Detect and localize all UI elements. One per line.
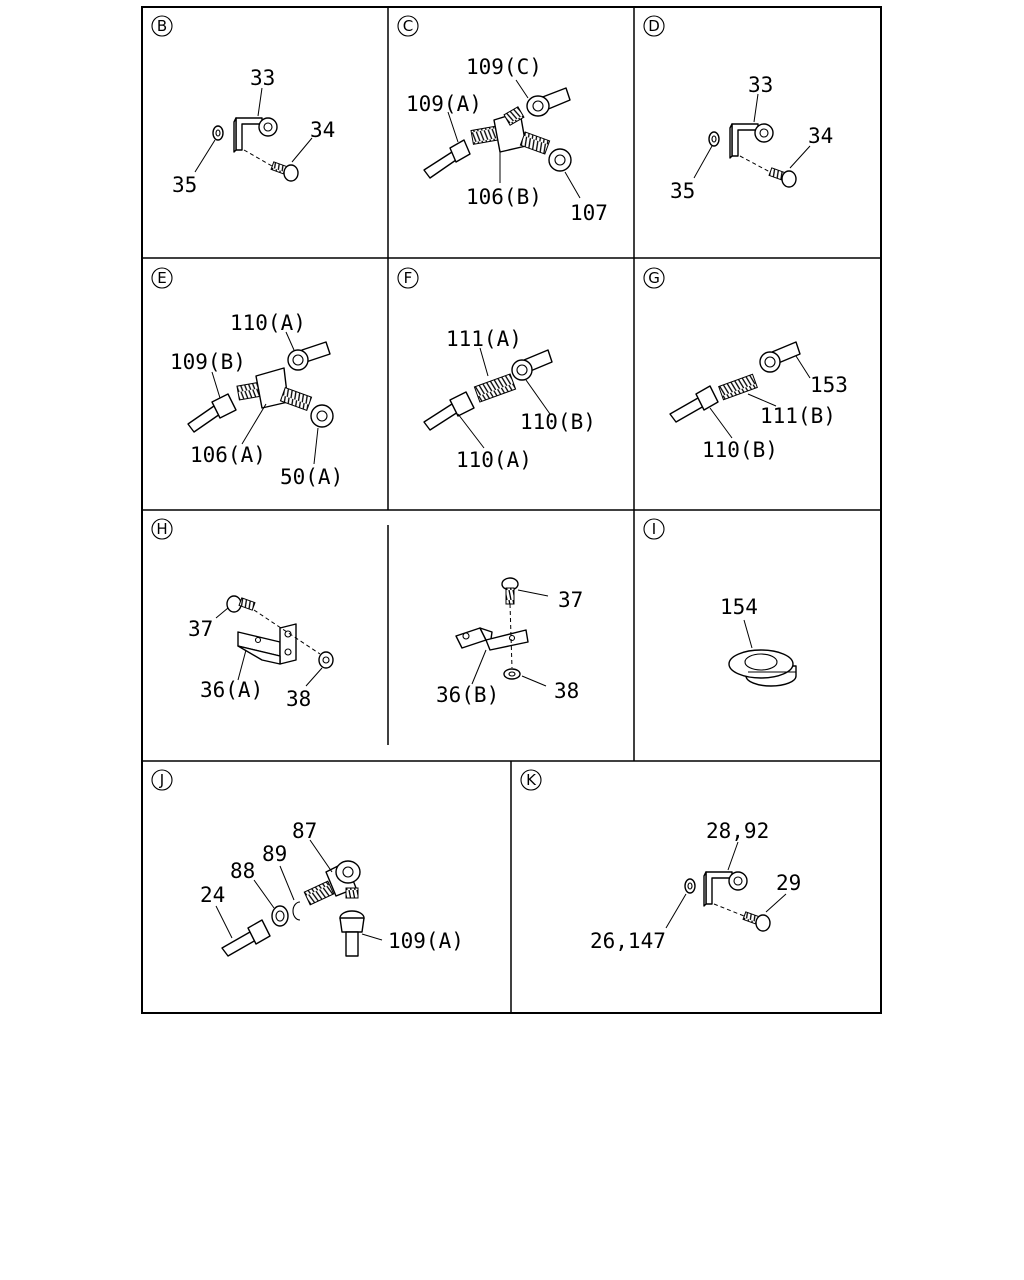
bracket-36b — [456, 628, 528, 650]
callout-106a: 106(A) — [190, 443, 266, 467]
callout-109a: 109(A) — [406, 92, 482, 116]
callout-107: 107 — [570, 201, 608, 225]
callout-26-147: 26,147 — [590, 929, 666, 953]
bolt-37 — [227, 596, 255, 612]
callout-110a: 110(A) — [230, 311, 306, 335]
callout-36a: 36(A) — [200, 678, 264, 702]
panel-letter: G — [648, 269, 660, 287]
panel-f — [398, 268, 596, 472]
callout-154: 154 — [720, 595, 758, 619]
tee-union-106a — [237, 368, 312, 410]
callout-29: 29 — [776, 871, 802, 895]
panel-b — [152, 16, 335, 197]
washer-88 — [272, 906, 288, 926]
panel-letter: E — [157, 269, 167, 287]
panel-letter: H — [156, 520, 168, 538]
panel-letter: F — [403, 269, 413, 287]
callout-38: 38 — [554, 679, 580, 703]
clip-89 — [293, 902, 300, 920]
callout-110a: 110(A) — [456, 448, 532, 472]
nut-50a — [311, 405, 333, 427]
callout-87: 87 — [292, 819, 318, 843]
panel-letter: J — [159, 771, 165, 789]
panel-letter: K — [526, 771, 536, 789]
callout-88: 88 — [230, 859, 256, 883]
callout-110b: 110(B) — [520, 410, 596, 434]
callout-35: 35 — [172, 173, 198, 197]
washer-part — [709, 132, 719, 146]
callout-37: 37 — [188, 617, 214, 641]
nut-38 — [319, 652, 333, 668]
bracket-36a — [238, 624, 296, 664]
hose-fitting-153 — [760, 342, 800, 372]
panel-j — [152, 770, 464, 956]
eye-bolt-87 — [304, 861, 360, 905]
plug-154 — [729, 650, 796, 686]
callout-50a: 50(A) — [280, 465, 344, 489]
bolt-part — [743, 912, 770, 931]
callout-33: 33 — [748, 73, 774, 97]
callout-153: 153 — [810, 373, 848, 397]
panel-c — [398, 16, 608, 225]
callout-111a: 111(A) — [446, 327, 522, 351]
callout-24: 24 — [200, 883, 226, 907]
bolt-37 — [502, 578, 518, 604]
callout-89: 89 — [262, 842, 288, 866]
hose-fitting-110b — [512, 350, 552, 380]
panel-e — [152, 268, 343, 489]
hose-fitting-109a — [424, 140, 470, 178]
panel-letter: C — [402, 17, 414, 35]
callout-33: 33 — [250, 66, 276, 90]
union-111a — [474, 374, 515, 402]
panel-h — [152, 519, 583, 711]
nut-38 — [504, 669, 520, 679]
callout-106b: 106(B) — [466, 185, 542, 209]
callout-38: 38 — [286, 687, 312, 711]
callout-111b: 111(B) — [760, 404, 836, 428]
panel-d — [644, 16, 833, 203]
bracket-part — [704, 872, 747, 906]
callout-109b: 109(B) — [170, 350, 246, 374]
callout-36b: 36(B) — [436, 683, 500, 707]
bracket-part — [234, 118, 277, 152]
hose-fitting-110b — [670, 386, 718, 422]
bolt-part — [271, 162, 298, 181]
bolt-part — [769, 168, 796, 187]
hose-fitting-110a — [288, 342, 330, 370]
callout-34: 34 — [808, 124, 834, 148]
callout-109c: 109(C) — [466, 55, 542, 79]
callout-110b: 110(B) — [702, 438, 778, 462]
bracket-part — [730, 124, 773, 158]
callout-109a: 109(A) — [388, 929, 464, 953]
panel-k — [521, 770, 801, 953]
callout-28-92: 28,92 — [706, 819, 770, 843]
panel-letter: I — [651, 520, 657, 538]
hose-fitting-109c — [527, 88, 570, 116]
hose-fitting-24 — [222, 920, 270, 956]
callout-34: 34 — [310, 118, 336, 142]
washer-part — [685, 879, 695, 893]
callout-35: 35 — [670, 179, 696, 203]
panel-letter: B — [156, 17, 168, 35]
panel-g — [644, 268, 848, 462]
nut-107 — [549, 149, 571, 171]
panel-letter: D — [648, 17, 660, 35]
hose-fitting-109a — [340, 911, 364, 956]
callout-37: 37 — [558, 588, 584, 612]
hose-fitting-109b — [188, 394, 236, 432]
panel-i — [644, 519, 796, 686]
washer-part — [213, 126, 223, 140]
